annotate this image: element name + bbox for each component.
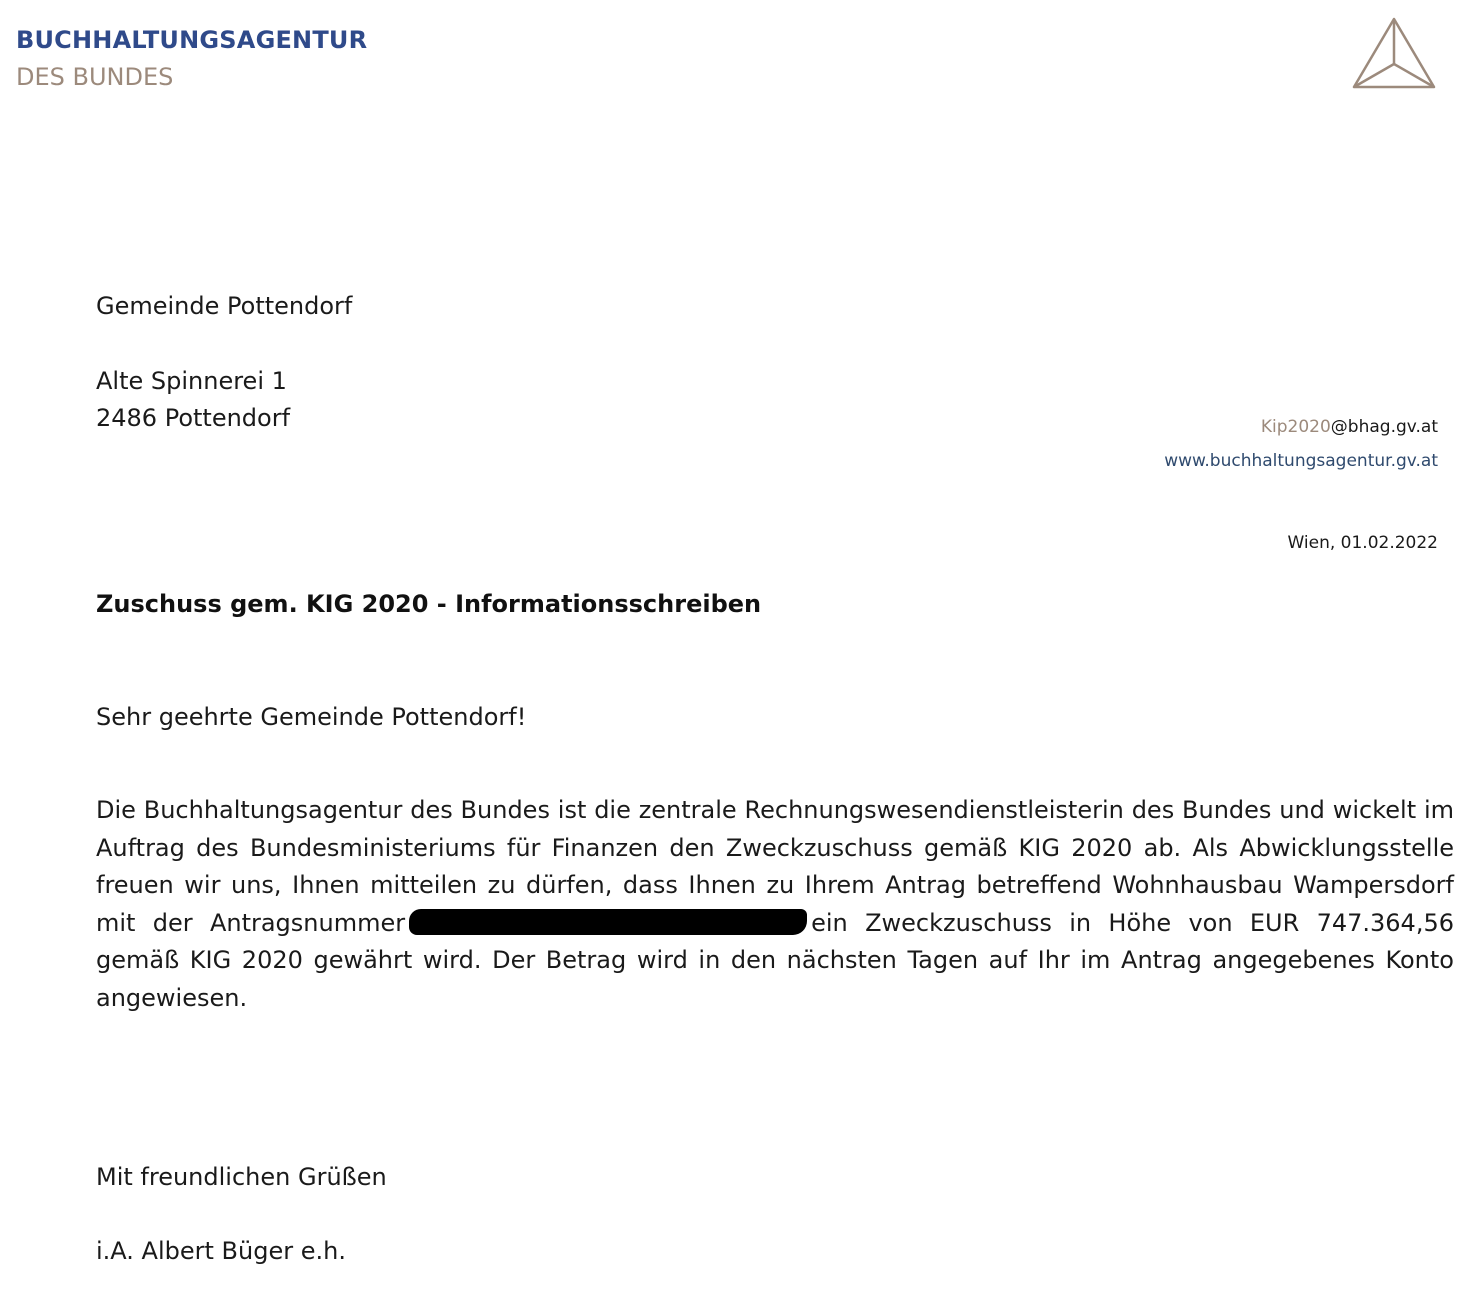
letter-body [96, 792, 1454, 1017]
recipient-street: Alte Spinnerei 1 [96, 367, 287, 395]
letter-closing: Mit freundlichen Grüßen [96, 1163, 387, 1191]
email-user: Kip2020 [1260, 417, 1331, 437]
triangle-logo-icon [1350, 16, 1438, 92]
body-part-1: Die Buchhaltungsagentur des Bundes ist die zentrale Rechnungswesendienstleisterin des Bundes und wickelt im Auftrag des Bundesministeriums für Finanzen den Zweckzuschuss gemäß KIG 2020 ab. Als Abwicklungsstelle freuen wir uns, Ihnen mitteilen zu dürfen, dass Ihnen zu Ihrem Antrag betreffend Wohnhausbau Wampersdorf mit der Antragsnummer [96, 796, 1454, 937]
letter-subject: Zuschuss gem. KIG 2020 - Informationsschreiben [96, 590, 762, 618]
email-domain: @bhag.gv.at [1330, 417, 1438, 437]
logo-line-2: DES BUNDES [16, 63, 174, 91]
letter-salutation: Sehr geehrte Gemeinde Pottendorf! [96, 703, 527, 731]
contact-email[interactable] [1261, 417, 1438, 437]
body-part-2: ein Zweckzuschuss in Höhe von EUR 747.364,56 gemäß KIG 2020 gewährt wird. Der Betrag wird in den nächsten Tagen auf Ihr im Antrag angegebenes Konto angewiesen. [96, 908, 1454, 1012]
letter-date: Wien, 01.02.2022 [1287, 533, 1438, 553]
logo-line-1: BUCHHALTUNGSAGENTUR [16, 26, 368, 54]
letter-signature: i.A. Albert Büger e.h. [96, 1237, 346, 1265]
recipient-city: 2486 Pottendorf [96, 404, 291, 432]
contact-website[interactable]: www.buchhaltungsagentur.gv.at [1164, 451, 1438, 471]
redacted-application-number [409, 909, 807, 935]
recipient-name: Gemeinde Pottendorf [96, 292, 353, 320]
